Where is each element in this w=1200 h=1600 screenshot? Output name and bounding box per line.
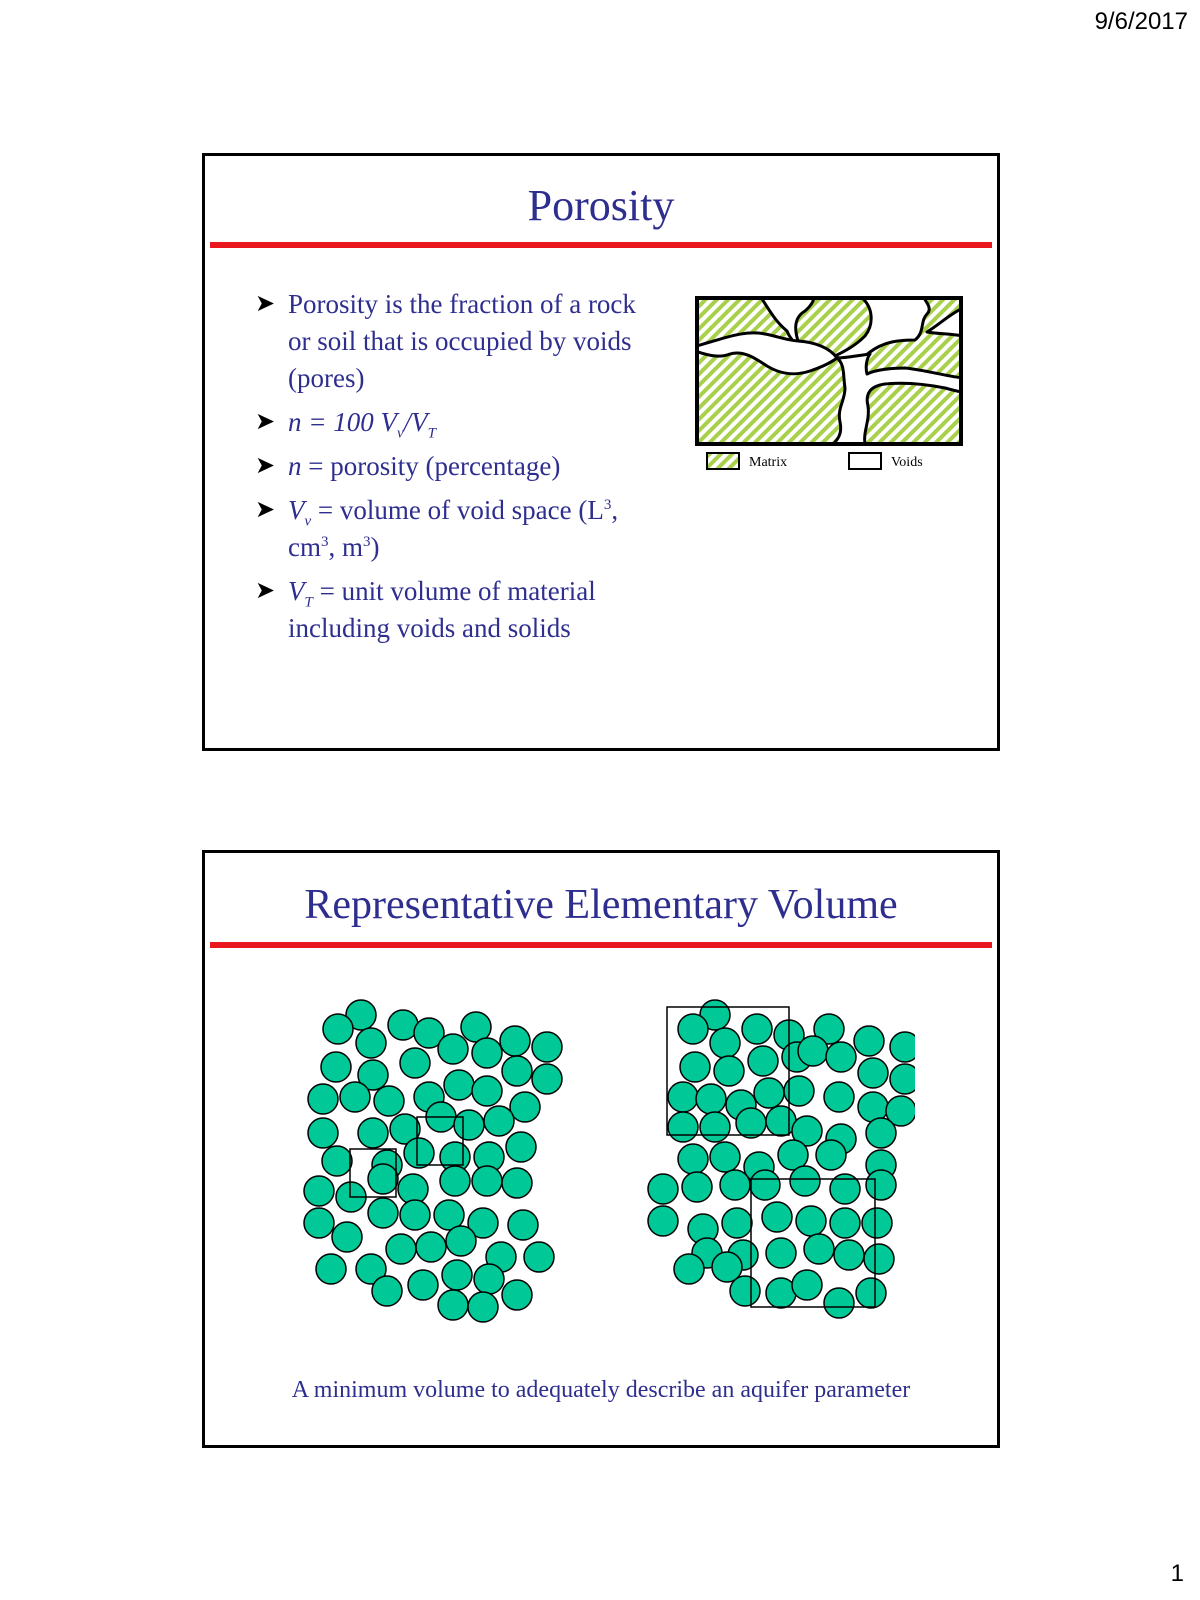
- particle-circle: [474, 1264, 504, 1294]
- particle-circle: [748, 1046, 778, 1076]
- particle-circle: [680, 1052, 710, 1082]
- particle-circle: [532, 1032, 562, 1062]
- particle-circle: [316, 1254, 346, 1284]
- particle-circle: [484, 1106, 514, 1136]
- slide-porosity: [202, 153, 1000, 751]
- arrow-bullet-icon: ➤: [255, 291, 276, 317]
- particle-circle: [444, 1070, 474, 1100]
- legend-voids-label: Voids: [891, 455, 923, 470]
- slide-title: Representative Elementary Volume: [304, 882, 898, 928]
- particle-circle: [446, 1226, 476, 1256]
- particle-circle: [321, 1052, 351, 1082]
- porosity-diagram: [695, 296, 963, 486]
- rev-diagram: [295, 993, 915, 1333]
- particle-circle: [678, 1144, 708, 1174]
- particle-circle: [766, 1238, 796, 1268]
- particle-circle: [710, 1028, 740, 1058]
- bullet-definition: ➤ Porosity is the fraction of a rock or soil that is occupied by voids (pores): [255, 286, 665, 397]
- legend-matrix-swatch: [707, 453, 739, 469]
- particle-circle: [440, 1166, 470, 1196]
- particle-circle: [400, 1048, 430, 1078]
- particle-circle: [648, 1174, 678, 1204]
- particle-circle: [750, 1170, 780, 1200]
- particle-circle: [510, 1092, 540, 1122]
- particle-circle: [648, 1206, 678, 1236]
- particle-circle: [322, 1146, 352, 1176]
- particle-circle: [358, 1118, 388, 1148]
- particle-circle: [472, 1166, 502, 1196]
- bullet-n-definition: ➤ n = porosity (percentage): [255, 448, 665, 485]
- particle-circle: [386, 1234, 416, 1264]
- particle-circle: [714, 1056, 744, 1086]
- particle-circle: [834, 1240, 864, 1270]
- arrow-bullet-icon: ➤: [255, 409, 276, 435]
- particle-circle: [304, 1208, 334, 1238]
- particle-circle: [532, 1064, 562, 1094]
- particle-circle: [472, 1076, 502, 1106]
- particle-circle: [700, 1112, 730, 1142]
- particle-circle: [816, 1140, 846, 1170]
- slide-caption: A minimum volume to adequately describe an aquifer parameter: [291, 1377, 911, 1403]
- arrow-bullet-icon: ➤: [255, 578, 276, 604]
- particle-circle: [372, 1276, 402, 1306]
- particle-circle: [796, 1206, 826, 1236]
- particle-circle: [710, 1142, 740, 1172]
- particle-circle: [308, 1118, 338, 1148]
- particle-circle: [854, 1026, 884, 1056]
- particle-circle: [804, 1234, 834, 1264]
- particle-circle: [730, 1276, 760, 1306]
- particle-circle: [862, 1208, 892, 1238]
- particle-circle: [500, 1026, 530, 1056]
- particle-circle: [866, 1170, 896, 1200]
- title-rule: [210, 242, 992, 248]
- particle-circle: [472, 1038, 502, 1068]
- particle-circle: [468, 1292, 498, 1322]
- particle-circle: [668, 1112, 698, 1142]
- particle-circle: [678, 1014, 708, 1044]
- particle-circle: [856, 1278, 886, 1308]
- particle-circle: [720, 1170, 750, 1200]
- page-date: 9/6/2017: [1094, 8, 1188, 35]
- particle-circle: [502, 1280, 532, 1310]
- arrow-bullet-icon: ➤: [255, 497, 276, 523]
- legend-voids-swatch: [849, 453, 881, 469]
- particle-circle: [790, 1166, 820, 1196]
- particle-circle: [722, 1208, 752, 1238]
- particle-circle: [374, 1086, 404, 1116]
- particle-circle: [798, 1036, 828, 1066]
- particle-circle: [674, 1254, 704, 1284]
- particle-circle: [368, 1198, 398, 1228]
- particle-circle: [524, 1242, 554, 1272]
- particle-circle: [308, 1084, 338, 1114]
- particle-circle: [400, 1200, 430, 1230]
- particle-circle: [404, 1138, 434, 1168]
- legend-matrix-label: Matrix: [749, 455, 788, 470]
- particle-circle: [736, 1108, 766, 1138]
- particle-circle: [824, 1288, 854, 1318]
- particle-circle: [890, 1064, 915, 1094]
- bullet-list: [255, 286, 665, 654]
- particle-circle: [438, 1034, 468, 1064]
- particle-circle: [506, 1132, 536, 1162]
- particle-circle: [858, 1058, 888, 1088]
- particle-circle: [438, 1290, 468, 1320]
- particle-circle: [323, 1014, 353, 1044]
- particle-circle: [696, 1084, 726, 1114]
- particle-circle: [508, 1210, 538, 1240]
- particle-circle: [416, 1232, 446, 1262]
- particle-circle: [754, 1078, 784, 1108]
- particle-circle: [356, 1028, 386, 1058]
- bullet-vt-definition: ➤ $V_T$ = unit volume of material including voids and solids: [255, 573, 665, 647]
- particle-circle: [762, 1202, 792, 1232]
- title-rule: [210, 942, 992, 948]
- page-number: 1: [1170, 1560, 1184, 1587]
- particle-circle: [668, 1082, 698, 1112]
- particle-circle: [742, 1014, 772, 1044]
- particle-circle: [826, 1042, 856, 1072]
- particle-circle: [824, 1082, 854, 1112]
- particle-circle: [502, 1056, 532, 1086]
- particle-circle: [442, 1260, 472, 1290]
- particle-circle: [866, 1118, 896, 1148]
- slide-rev: [202, 850, 1000, 1448]
- packing-left: [304, 1000, 562, 1322]
- particle-circle: [340, 1082, 370, 1112]
- bullet-vv-definition: ➤ $V_v$ = volume of void space ($L^3$, $cm^3$, $m^3$): [255, 492, 665, 566]
- particle-circle: [682, 1172, 712, 1202]
- bullet-formula: ➤ n = 100 $V_v/V_T$: [255, 404, 665, 441]
- particle-circle: [830, 1208, 860, 1238]
- particle-circle: [890, 1032, 915, 1062]
- particle-circle: [454, 1110, 484, 1140]
- particle-circle: [304, 1176, 334, 1206]
- particle-circle: [502, 1168, 532, 1198]
- particle-circle: [792, 1270, 822, 1300]
- particle-circle: [408, 1270, 438, 1300]
- slide-title: Porosity: [527, 181, 675, 230]
- particle-circle: [864, 1244, 894, 1274]
- particle-circle: [368, 1164, 398, 1194]
- arrow-bullet-icon: ➤: [255, 453, 276, 479]
- particle-circle: [332, 1222, 362, 1252]
